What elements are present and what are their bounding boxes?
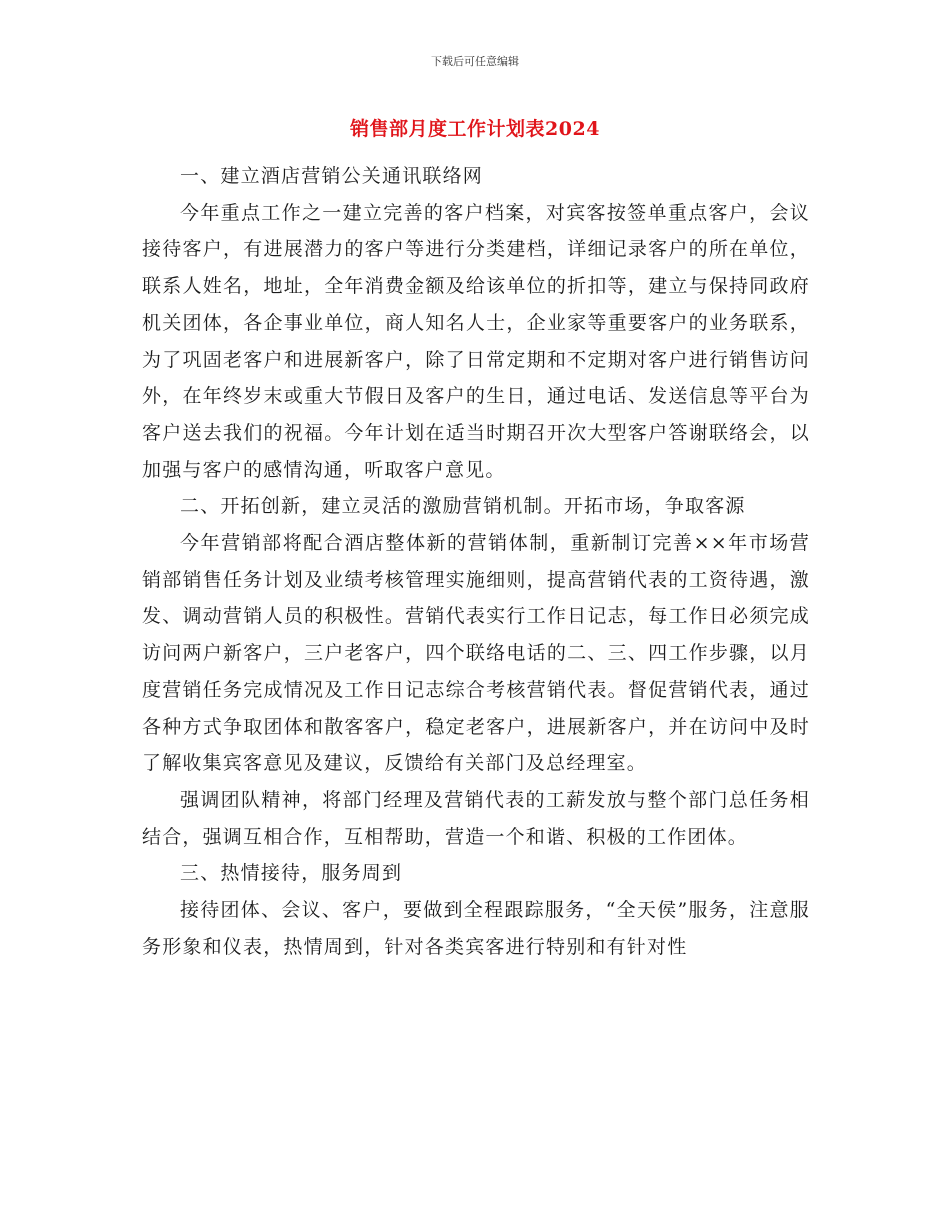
section-heading-1: 一、建立酒店营销公关通讯联络网 xyxy=(180,165,484,187)
body-paragraph: 今年重点工作之一建立完善的客户档案，对宾客按签单重点客户，会议接待客户，有进展潜力的客户等进行分类建档，详细记录客户的所在单位，联系人姓名，地址，全年消费金额及给该单位的折扣等，建立与保持同政府机关团体，各企事业单位，商人知名人士，企业家等重要客户的业务联系，为了巩固老客户和进展新客户，除了日常定期和不定期对客户进行销售访问外，在年终岁末或重大节假日及客户的生日，通过电话、发送信息等平台为客户送去我们的祝福。今年计划在适当时期召开次大型客户答谢联络会，以加强与客户的感情沟通，听取客户意见。 xyxy=(142,201,810,481)
section-heading-2: 二、开拓创新，建立灵活的激励营销机制。开拓市场，争取客源 xyxy=(180,495,746,518)
document-title: 销售部月度工作计划表2024 xyxy=(350,118,600,140)
body-paragraph: 今年营销部将配合酒店整体新的营销体制，重新制订完善××年市场营销部销售任务计划及业绩考核管理实施细则，提高营销代表的工资待遇，激发、调动营销人员的积极性。营销代表实行工作日记志，每工作日必须完成访问两户新客户，三户老客户，四个联络电话的二、三、四工作步骤，以月度营销任务完成情况及工作日记志综合考核营销代表。督促营销代表，通过各种方式争取团体和散客客户，稳定老客户，进展新客户，并在访问中及时了解收集宾客意见及建议，反馈给有关部门及总经理室。 xyxy=(142,532,810,775)
section-heading-3: 三、热情接待，服务周到 xyxy=(180,862,403,885)
document-body xyxy=(142,158,810,965)
page-header-note: 下载后可任意编辑 xyxy=(431,55,519,68)
body-paragraph: 强调团队精神，将部门经理及营销代表的工薪发放与整个部门总任务相结合，强调互相合作，互相帮助，营造一个和谐、积极的工作团体。 xyxy=(142,788,810,848)
body-paragraph: 接待团体、会议、客户，要做到全程跟踪服务，“全天侯”服务，注意服务形象和仪表，热情周到，针对各类宾客进行特别和有针对性 xyxy=(142,899,810,958)
